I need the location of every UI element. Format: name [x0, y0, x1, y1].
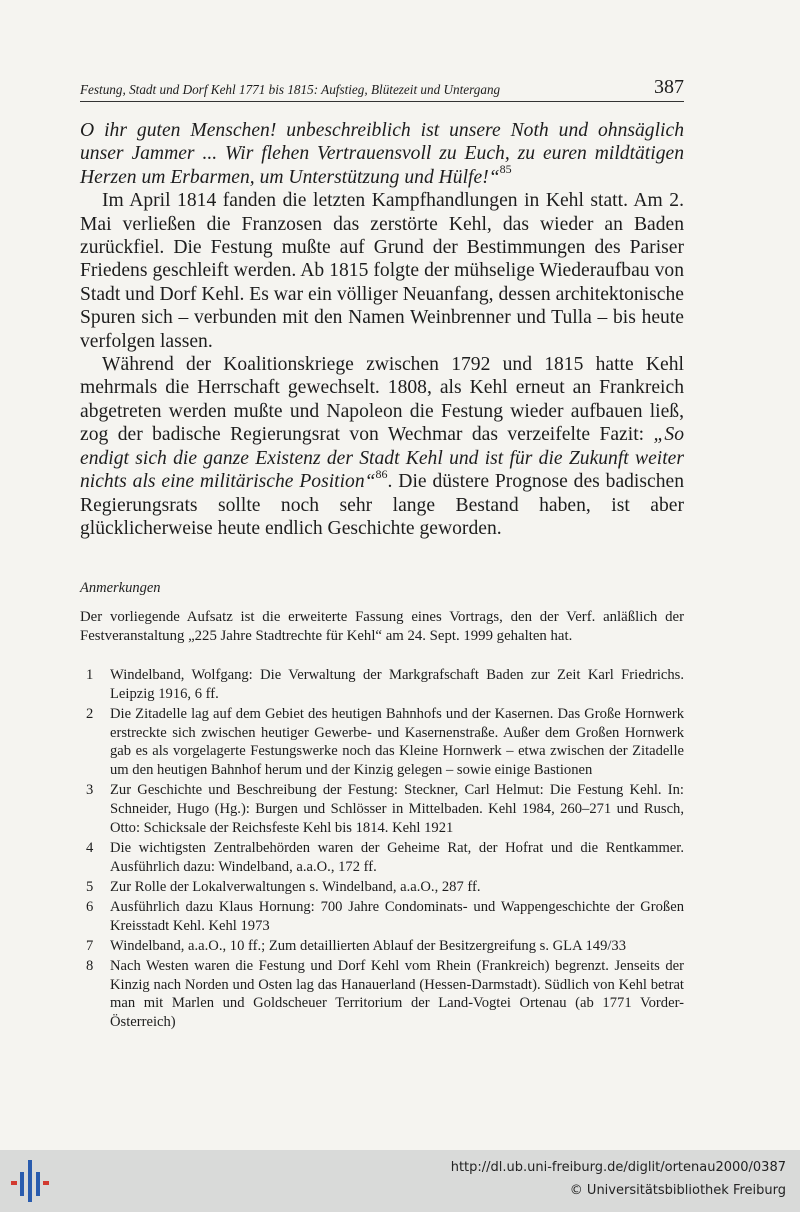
logo-bar-right	[36, 1172, 40, 1196]
footnote-text: Nach Westen waren die Festung und Dorf Kehl vom Rhein (Frankreich) begrenzt. Jenseits der Kinzig nach Norden und Osten lag das Hanauerland (Hessen-Darmstadt). Südlich von Kehl betrat man mit Marlen und Goldscheuer Territorium der Land-Vogtei Ortenau (ab 1771 Vorder-Österreich)	[110, 958, 684, 1031]
document-url-link[interactable]: http://dl.ub.uni-freiburg.de/diglit/ortenau2000/0387	[450, 1160, 786, 1175]
footnote-ref-85[interactable]: 85	[499, 162, 512, 177]
footnote-text: Ausführlich dazu Klaus Hornung: 700 Jahre Condominats- und Wappengeschichte der Großen Kreisstadt Kehl. Kehl 1973	[110, 898, 684, 934]
header-divider	[80, 101, 684, 102]
footnote-text: Zur Rolle der Lokalverwaltungen s. Windelband, a.a.O., 287 ff.	[110, 878, 481, 895]
footnote-item	[80, 878, 684, 897]
quote-paragraph	[80, 119, 684, 189]
footnote-ref-86[interactable]: 86	[375, 466, 388, 481]
logo-dash-left	[11, 1181, 17, 1185]
footnote-text: Die Zitadelle lag auf dem Gebiet des heutigen Bahnhofs und der Kasernen. Das Große Hornwerk erstreckte sich zwischen heutiger Gewerbe- und Kasernenstraße. Außer dem Großen Hornwerk gab es als vorgelagerte Festungswerke noch das Kleine Hornwerk – etwa zwischen der Zitadelle um den heutigen Bahnhof herum und der Kinzig gelegen – sowie einige Bastionen	[110, 705, 684, 779]
footnote-number: 4	[86, 839, 94, 856]
main-text	[80, 119, 684, 540]
footnote-number: 2	[86, 705, 94, 722]
notes-intro-text: Der vorliegende Aufsatz ist die erweiterte Fassung eines Vortrags, den der Verf. anläßlich der Festveranstaltung „225 Jahre Stadtrechte für Kehl“ am 24. Sept. 1999 gehalten hat.	[80, 609, 684, 644]
logo-graphic	[8, 1158, 52, 1204]
footnote-item	[80, 705, 684, 780]
running-head	[80, 78, 684, 100]
footnote-item	[80, 781, 684, 837]
quote-text: O ihr guten Menschen! unbeschreiblich ist unsere Noth und ohnsäglich unser Jammer ... Wir flehen Vertrauensvoll zu Euch, zu euren mildtätigen Herzen um Erbarmen, um Unterstützung und Hülfe!“	[80, 120, 684, 188]
copyright-notice: © Universitätsbibliothek Freiburg	[569, 1183, 786, 1198]
footnote-item	[80, 957, 684, 1032]
footnote-number: 6	[86, 898, 94, 915]
paragraph-text-start: Während der Koalitionskriege zwischen 1792 und 1815 hatte Kehl mehrmals die Herrschaft gewechselt. 1808, als Kehl erneut an Frankreich abgetreten werden mußte und Napoleon die Festung wieder aufbauen ließ, zog der badische Regierungsrat von Wechmar das verzeifelte Fazit:	[80, 354, 684, 446]
footnote-item	[80, 839, 684, 876]
footnote-text: Die wichtigsten Zentralbehörden waren der Geheime Rat, der Hofrat und die Rentkammer. Ausführlich dazu: Windelband, a.a.O., 172 ff.	[110, 839, 684, 875]
logo-dash-right	[43, 1181, 49, 1185]
notes-intro	[80, 608, 684, 646]
paragraph-koalitionskriege	[80, 353, 684, 540]
footnote-text: Windelband, Wolfgang: Die Verwaltung der Markgrafschaft Baden zur Zeit Karl Friedrichs. Leipzig 1916, 6 ff.	[110, 667, 684, 702]
viewer-footer-bar	[0, 1150, 800, 1212]
footnote-list	[80, 666, 684, 1033]
footnote-item	[80, 898, 684, 935]
logo-bar-left	[20, 1172, 24, 1196]
footnote-number: 1	[86, 667, 94, 683]
footnote-number: 3	[86, 782, 94, 799]
ub-freiburg-logo-icon[interactable]	[8, 1158, 52, 1204]
running-title: Festung, Stadt und Dorf Kehl 1771 bis 1815: Aufstieg, Blütezeit und Untergang	[80, 82, 501, 97]
footnote-number: 5	[86, 878, 94, 895]
logo-bar-center	[28, 1160, 32, 1202]
notes-heading: Anmerkungen	[80, 580, 161, 596]
footnote-number: 8	[86, 958, 94, 975]
wechmar-quote: „So endigt sich die ganze Existenz der Stadt Kehl und ist für die Zukunft weiter nichts als eine militärische Position“	[80, 424, 684, 493]
paragraph-text-end: . Die düstere Prognose des badischen Regierungsrats sollte noch sehr lange Bestand haben, ist aber glücklicherweise heute endlich Geschichte geworden.	[80, 471, 684, 539]
footnote-number: 7	[86, 937, 94, 954]
page-number: 387	[654, 76, 684, 98]
footnote-text: Zur Geschichte und Beschreibung der Festung: Steckner, Carl Helmut: Die Festung Kehl. In: Schneider, Hugo (Hg.): Burgen und Schlösser in Mittelbaden. Kehl 1984, 260–271 und Rusch, Otto: Schicksale der Reichsfeste Kehl bis 1814. Kehl 1921	[110, 782, 684, 836]
footnote-item	[80, 666, 684, 703]
paragraph-1814: Im April 1814 fanden die letzten Kampfhandlungen in Kehl statt. Am 2. Mai verließen die Franzosen das zerstörte Kehl, das wieder an Baden zurückfiel. Die Festung mußte auf Grund der Bestimmungen des Pariser Friedens geschleift werden. Ab 1815 folgte der mühselige Wiederaufbau von Stadt und Dorf Kehl. Es war ein völliger Neuanfang, dessen architektonische Spuren sich – verbunden mit den Namen Weinbrenner und Tulla – bis heute verfolgen lassen.	[80, 190, 684, 352]
footnote-text: Windelband, a.a.O., 10 ff.; Zum detaillierten Ablauf der Besitzergreifung s. GLA 149/33	[110, 937, 627, 954]
footnote-item	[80, 937, 684, 956]
